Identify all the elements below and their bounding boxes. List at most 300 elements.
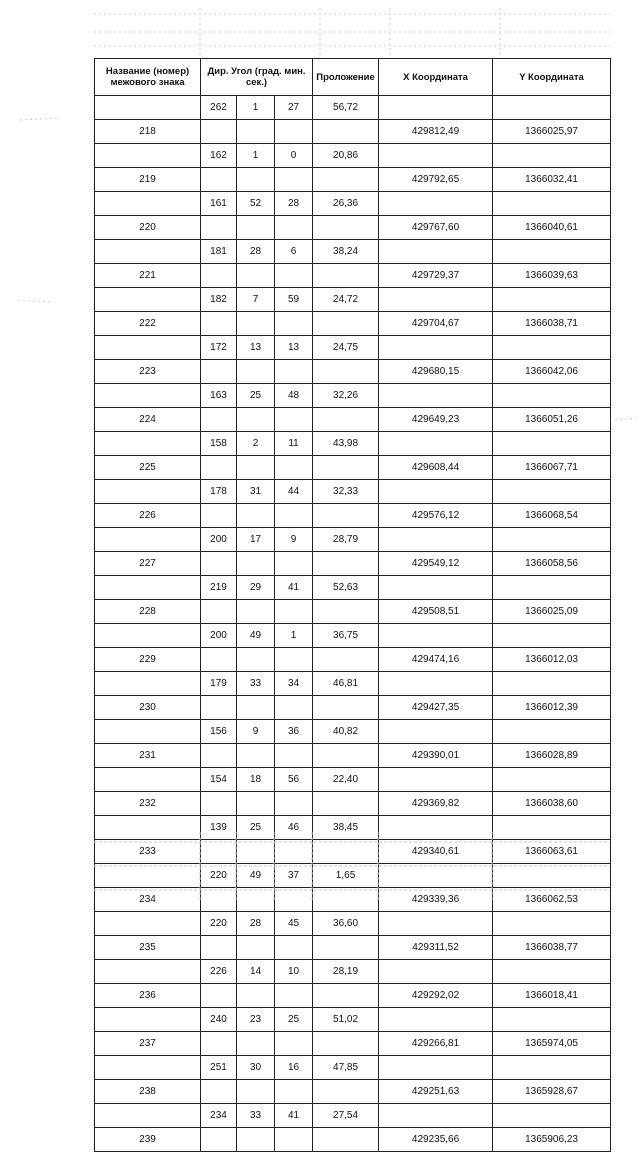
angle-seconds-cell: [275, 360, 313, 384]
marker-row: [95, 264, 611, 288]
segment-row: [95, 288, 611, 312]
segment-row: [95, 720, 611, 744]
angle-minutes-cell: 1: [237, 96, 275, 120]
distance-cell: [313, 696, 379, 720]
angle-degrees-cell: [201, 744, 237, 768]
angle-seconds-cell: [275, 312, 313, 336]
y-coordinate-cell: [493, 1104, 611, 1128]
x-coordinate-cell: 429767,60: [379, 216, 493, 240]
angle-seconds-cell: [275, 216, 313, 240]
angle-seconds-cell: 41: [275, 1104, 313, 1128]
distance-cell: [313, 360, 379, 384]
angle-minutes-cell: [237, 984, 275, 1008]
marker-name-cell: 229: [95, 648, 201, 672]
angle-degrees-cell: 158: [201, 432, 237, 456]
angle-seconds-cell: 1: [275, 624, 313, 648]
marker-name-cell: 228: [95, 600, 201, 624]
segment-row: [95, 192, 611, 216]
angle-degrees-cell: [201, 456, 237, 480]
x-coordinate-cell: [379, 192, 493, 216]
angle-minutes-cell: [237, 312, 275, 336]
angle-minutes-cell: [237, 216, 275, 240]
x-coordinate-cell: 429649,23: [379, 408, 493, 432]
angle-seconds-cell: [275, 504, 313, 528]
distance-cell: [313, 168, 379, 192]
x-coordinate-cell: 429266,81: [379, 1032, 493, 1056]
distance-cell: [313, 408, 379, 432]
y-coordinate-cell: 1366063,61: [493, 840, 611, 864]
segment-row: [95, 144, 611, 168]
y-coordinate-cell: 1365974,05: [493, 1032, 611, 1056]
marker-name-cell: 238: [95, 1080, 201, 1104]
segment-row: [95, 1104, 611, 1128]
y-coordinate-cell: 1366051,26: [493, 408, 611, 432]
marker-row: [95, 360, 611, 384]
angle-seconds-cell: [275, 1080, 313, 1104]
y-coordinate-cell: [493, 912, 611, 936]
x-coordinate-cell: [379, 528, 493, 552]
angle-minutes-cell: [237, 264, 275, 288]
angle-minutes-cell: [237, 552, 275, 576]
distance-cell: 51,02: [313, 1008, 379, 1032]
x-coordinate-cell: [379, 432, 493, 456]
angle-minutes-cell: 25: [237, 384, 275, 408]
distance-cell: 36,60: [313, 912, 379, 936]
y-coordinate-cell: [493, 720, 611, 744]
marker-row: [95, 120, 611, 144]
segment-row: [95, 624, 611, 648]
angle-degrees-cell: 182: [201, 288, 237, 312]
angle-seconds-cell: 34: [275, 672, 313, 696]
y-coordinate-cell: [493, 480, 611, 504]
marker-row: [95, 1032, 611, 1056]
angle-minutes-cell: [237, 1032, 275, 1056]
marker-row: [95, 696, 611, 720]
distance-cell: 47,85: [313, 1056, 379, 1080]
angle-degrees-cell: 262: [201, 96, 237, 120]
x-coordinate-cell: 429474,16: [379, 648, 493, 672]
marker-row: [95, 408, 611, 432]
marker-name-cell: 221: [95, 264, 201, 288]
angle-degrees-cell: [201, 984, 237, 1008]
x-coordinate-cell: 429812,49: [379, 120, 493, 144]
marker-row: [95, 600, 611, 624]
angle-minutes-cell: 28: [237, 240, 275, 264]
x-coordinate-cell: 429608,44: [379, 456, 493, 480]
distance-cell: [313, 648, 379, 672]
x-coordinate-cell: [379, 672, 493, 696]
marker-name-cell: 226: [95, 504, 201, 528]
angle-seconds-cell: 59: [275, 288, 313, 312]
marker-name-cell: 231: [95, 744, 201, 768]
segment-row: [95, 240, 611, 264]
angle-degrees-cell: 200: [201, 528, 237, 552]
angle-seconds-cell: [275, 120, 313, 144]
x-coordinate-cell: 429292,02: [379, 984, 493, 1008]
marker-name-cell: [95, 912, 201, 936]
angle-minutes-cell: 14: [237, 960, 275, 984]
segment-row: [95, 576, 611, 600]
angle-seconds-cell: [275, 792, 313, 816]
marker-name-cell: [95, 960, 201, 984]
marker-name-cell: [95, 96, 201, 120]
angle-degrees-cell: 220: [201, 864, 237, 888]
angle-seconds-cell: 10: [275, 960, 313, 984]
y-coordinate-cell: [493, 672, 611, 696]
x-coordinate-cell: [379, 1008, 493, 1032]
y-coordinate-cell: 1365928,67: [493, 1080, 611, 1104]
angle-seconds-cell: [275, 696, 313, 720]
angle-degrees-cell: 172: [201, 336, 237, 360]
angle-degrees-cell: [201, 696, 237, 720]
distance-cell: 36,75: [313, 624, 379, 648]
angle-degrees-cell: [201, 1032, 237, 1056]
angle-minutes-cell: 29: [237, 576, 275, 600]
angle-minutes-cell: [237, 1080, 275, 1104]
table-header-row: [95, 59, 611, 96]
angle-seconds-cell: 28: [275, 192, 313, 216]
y-coordinate-cell: 1366067,71: [493, 456, 611, 480]
distance-cell: 32,26: [313, 384, 379, 408]
distance-cell: [313, 792, 379, 816]
angle-degrees-cell: [201, 552, 237, 576]
marker-name-cell: [95, 384, 201, 408]
angle-degrees-cell: [201, 264, 237, 288]
y-coordinate-cell: 1366018,41: [493, 984, 611, 1008]
y-coordinate-cell: 1366025,97: [493, 120, 611, 144]
marker-name-cell: [95, 624, 201, 648]
marker-name-cell: 222: [95, 312, 201, 336]
distance-cell: [313, 216, 379, 240]
angle-degrees-cell: [201, 1128, 237, 1152]
y-coordinate-cell: [493, 384, 611, 408]
angle-seconds-cell: [275, 552, 313, 576]
angle-degrees-cell: [201, 936, 237, 960]
y-coordinate-cell: [493, 624, 611, 648]
y-coordinate-cell: [493, 1008, 611, 1032]
marker-name-cell: [95, 336, 201, 360]
angle-seconds-cell: [275, 936, 313, 960]
angle-minutes-cell: [237, 168, 275, 192]
marker-name-cell: 232: [95, 792, 201, 816]
x-coordinate-cell: [379, 960, 493, 984]
x-coordinate-cell: 429792,65: [379, 168, 493, 192]
angle-minutes-cell: 31: [237, 480, 275, 504]
angle-seconds-cell: [275, 600, 313, 624]
distance-cell: 28,79: [313, 528, 379, 552]
angle-degrees-cell: [201, 1080, 237, 1104]
marker-name-cell: [95, 288, 201, 312]
angle-minutes-cell: [237, 408, 275, 432]
angle-degrees-cell: [201, 120, 237, 144]
distance-cell: [313, 552, 379, 576]
angle-degrees-cell: [201, 600, 237, 624]
angle-seconds-cell: 9: [275, 528, 313, 552]
angle-degrees-cell: [201, 312, 237, 336]
angle-minutes-cell: 23: [237, 1008, 275, 1032]
header-x-coordinate: X Координата: [379, 59, 493, 96]
angle-seconds-cell: 45: [275, 912, 313, 936]
angle-degrees-cell: 139: [201, 816, 237, 840]
marker-name-cell: 230: [95, 696, 201, 720]
angle-seconds-cell: [275, 744, 313, 768]
y-coordinate-cell: [493, 1056, 611, 1080]
y-coordinate-cell: 1366025,09: [493, 600, 611, 624]
y-coordinate-cell: 1366038,77: [493, 936, 611, 960]
segment-row: [95, 960, 611, 984]
y-coordinate-cell: 1366012,03: [493, 648, 611, 672]
marker-name-cell: 219: [95, 168, 201, 192]
x-coordinate-cell: 429549,12: [379, 552, 493, 576]
x-coordinate-cell: [379, 240, 493, 264]
x-coordinate-cell: [379, 624, 493, 648]
y-coordinate-cell: 1366062,53: [493, 888, 611, 912]
angle-minutes-cell: 25: [237, 816, 275, 840]
segment-row: [95, 912, 611, 936]
distance-cell: 1,65: [313, 864, 379, 888]
angle-minutes-cell: 7: [237, 288, 275, 312]
header-marker-name: Название (номер) межового знака: [95, 59, 201, 96]
angle-seconds-cell: 46: [275, 816, 313, 840]
angle-seconds-cell: 37: [275, 864, 313, 888]
distance-cell: [313, 456, 379, 480]
angle-minutes-cell: [237, 360, 275, 384]
segment-row: [95, 768, 611, 792]
y-coordinate-cell: [493, 288, 611, 312]
angle-minutes-cell: [237, 456, 275, 480]
marker-name-cell: 237: [95, 1032, 201, 1056]
y-coordinate-cell: [493, 768, 611, 792]
y-coordinate-cell: 1366040,61: [493, 216, 611, 240]
segment-row: [95, 480, 611, 504]
angle-degrees-cell: [201, 360, 237, 384]
x-coordinate-cell: [379, 912, 493, 936]
y-coordinate-cell: 1366068,54: [493, 504, 611, 528]
y-coordinate-cell: 1366038,71: [493, 312, 611, 336]
angle-minutes-cell: [237, 936, 275, 960]
x-coordinate-cell: 429339,36: [379, 888, 493, 912]
marker-name-cell: 236: [95, 984, 201, 1008]
marker-row: [95, 312, 611, 336]
header-y-coordinate: Y Координата: [493, 59, 611, 96]
angle-degrees-cell: 179: [201, 672, 237, 696]
distance-cell: [313, 120, 379, 144]
distance-cell: [313, 504, 379, 528]
distance-cell: 24,75: [313, 336, 379, 360]
x-coordinate-cell: 429390,01: [379, 744, 493, 768]
marker-name-cell: [95, 192, 201, 216]
angle-minutes-cell: 52: [237, 192, 275, 216]
marker-row: [95, 168, 611, 192]
angle-minutes-cell: 13: [237, 336, 275, 360]
marker-name-cell: [95, 432, 201, 456]
marker-row: [95, 744, 611, 768]
segment-row: [95, 1056, 611, 1080]
angle-seconds-cell: 41: [275, 576, 313, 600]
marker-row: [95, 792, 611, 816]
angle-degrees-cell: 163: [201, 384, 237, 408]
angle-seconds-cell: [275, 984, 313, 1008]
faded-table-remnant: [94, 832, 610, 900]
angle-degrees-cell: 161: [201, 192, 237, 216]
angle-degrees-cell: [201, 408, 237, 432]
angle-degrees-cell: 251: [201, 1056, 237, 1080]
x-coordinate-cell: [379, 720, 493, 744]
angle-minutes-cell: [237, 504, 275, 528]
angle-seconds-cell: [275, 648, 313, 672]
distance-cell: [313, 1128, 379, 1152]
marker-name-cell: 220: [95, 216, 201, 240]
distance-cell: [313, 936, 379, 960]
distance-cell: 40,82: [313, 720, 379, 744]
distance-cell: 28,19: [313, 960, 379, 984]
marker-name-cell: [95, 240, 201, 264]
y-coordinate-cell: 1366038,60: [493, 792, 611, 816]
angle-minutes-cell: [237, 600, 275, 624]
distance-cell: [313, 312, 379, 336]
marker-row: [95, 1080, 611, 1104]
x-coordinate-cell: 429508,51: [379, 600, 493, 624]
distance-cell: 43,98: [313, 432, 379, 456]
segment-row: [95, 528, 611, 552]
distance-cell: [313, 1080, 379, 1104]
angle-degrees-cell: 240: [201, 1008, 237, 1032]
segment-row: [95, 672, 611, 696]
marker-row: [95, 456, 611, 480]
angle-seconds-cell: 0: [275, 144, 313, 168]
marker-row: [95, 936, 611, 960]
angle-seconds-cell: 27: [275, 96, 313, 120]
angle-seconds-cell: 13: [275, 336, 313, 360]
angle-minutes-cell: [237, 696, 275, 720]
marker-name-cell: 223: [95, 360, 201, 384]
angle-degrees-cell: 162: [201, 144, 237, 168]
angle-seconds-cell: 56: [275, 768, 313, 792]
x-coordinate-cell: 429704,67: [379, 312, 493, 336]
distance-cell: 27,54: [313, 1104, 379, 1128]
marker-name-cell: 227: [95, 552, 201, 576]
x-coordinate-cell: 429680,15: [379, 360, 493, 384]
segment-row: [95, 1008, 611, 1032]
marker-name-cell: 225: [95, 456, 201, 480]
angle-seconds-cell: [275, 1128, 313, 1152]
x-coordinate-cell: 429729,37: [379, 264, 493, 288]
y-coordinate-cell: 1365906,23: [493, 1128, 611, 1152]
marker-name-cell: 235: [95, 936, 201, 960]
y-coordinate-cell: [493, 192, 611, 216]
y-coordinate-cell: [493, 336, 611, 360]
angle-minutes-cell: [237, 648, 275, 672]
x-coordinate-cell: [379, 480, 493, 504]
marker-name-cell: [95, 576, 201, 600]
y-coordinate-cell: 1366028,89: [493, 744, 611, 768]
angle-seconds-cell: 36: [275, 720, 313, 744]
angle-minutes-cell: 28: [237, 912, 275, 936]
angle-minutes-cell: 1: [237, 144, 275, 168]
header-direction-angle: Дир. Угол (град. мин. сек.): [201, 59, 313, 96]
angle-minutes-cell: [237, 120, 275, 144]
angle-degrees-cell: [201, 216, 237, 240]
distance-cell: [313, 600, 379, 624]
angle-minutes-cell: 30: [237, 1056, 275, 1080]
y-coordinate-cell: 1366039,63: [493, 264, 611, 288]
angle-degrees-cell: [201, 648, 237, 672]
angle-degrees-cell: 156: [201, 720, 237, 744]
distance-cell: [313, 264, 379, 288]
marker-name-cell: 239: [95, 1128, 201, 1152]
y-coordinate-cell: 1366032,41: [493, 168, 611, 192]
x-coordinate-cell: 429369,82: [379, 792, 493, 816]
marker-row: [95, 216, 611, 240]
marker-name-cell: 234: [95, 888, 201, 912]
marker-name-cell: [95, 528, 201, 552]
distance-cell: 52,63: [313, 576, 379, 600]
x-coordinate-cell: 429427,35: [379, 696, 493, 720]
y-coordinate-cell: [493, 96, 611, 120]
angle-degrees-cell: 154: [201, 768, 237, 792]
boundary-coordinates-table: [94, 58, 611, 1152]
angle-minutes-cell: 33: [237, 672, 275, 696]
angle-minutes-cell: 49: [237, 864, 275, 888]
marker-name-cell: [95, 480, 201, 504]
angle-seconds-cell: 25: [275, 1008, 313, 1032]
marker-name-cell: [95, 672, 201, 696]
angle-minutes-cell: [237, 1128, 275, 1152]
distance-cell: 38,45: [313, 816, 379, 840]
marker-name-cell: [95, 144, 201, 168]
distance-cell: 24,72: [313, 288, 379, 312]
y-coordinate-cell: [493, 528, 611, 552]
y-coordinate-cell: [493, 432, 611, 456]
angle-seconds-cell: 48: [275, 384, 313, 408]
y-coordinate-cell: 1366012,39: [493, 696, 611, 720]
angle-degrees-cell: [201, 792, 237, 816]
distance-cell: [313, 1032, 379, 1056]
marker-row: [95, 984, 611, 1008]
x-coordinate-cell: [379, 144, 493, 168]
angle-minutes-cell: 33: [237, 1104, 275, 1128]
distance-cell: [313, 984, 379, 1008]
x-coordinate-cell: [379, 336, 493, 360]
segment-row: [95, 96, 611, 120]
angle-degrees-cell: 226: [201, 960, 237, 984]
angle-seconds-cell: 6: [275, 240, 313, 264]
x-coordinate-cell: 429340,61: [379, 840, 493, 864]
segment-row: [95, 384, 611, 408]
angle-seconds-cell: 11: [275, 432, 313, 456]
x-coordinate-cell: [379, 576, 493, 600]
angle-seconds-cell: [275, 408, 313, 432]
y-coordinate-cell: [493, 144, 611, 168]
y-coordinate-cell: 1366042,06: [493, 360, 611, 384]
angle-minutes-cell: [237, 744, 275, 768]
angle-degrees-cell: 178: [201, 480, 237, 504]
angle-seconds-cell: [275, 168, 313, 192]
x-coordinate-cell: [379, 1056, 493, 1080]
header-distance: Проложение: [313, 59, 379, 96]
marker-name-cell: [95, 1008, 201, 1032]
x-coordinate-cell: [379, 288, 493, 312]
angle-minutes-cell: 18: [237, 768, 275, 792]
angle-minutes-cell: 2: [237, 432, 275, 456]
marker-row: [95, 1128, 611, 1152]
angle-seconds-cell: 16: [275, 1056, 313, 1080]
angle-seconds-cell: [275, 264, 313, 288]
distance-cell: 22,40: [313, 768, 379, 792]
marker-row: [95, 504, 611, 528]
angle-degrees-cell: 234: [201, 1104, 237, 1128]
x-coordinate-cell: [379, 384, 493, 408]
